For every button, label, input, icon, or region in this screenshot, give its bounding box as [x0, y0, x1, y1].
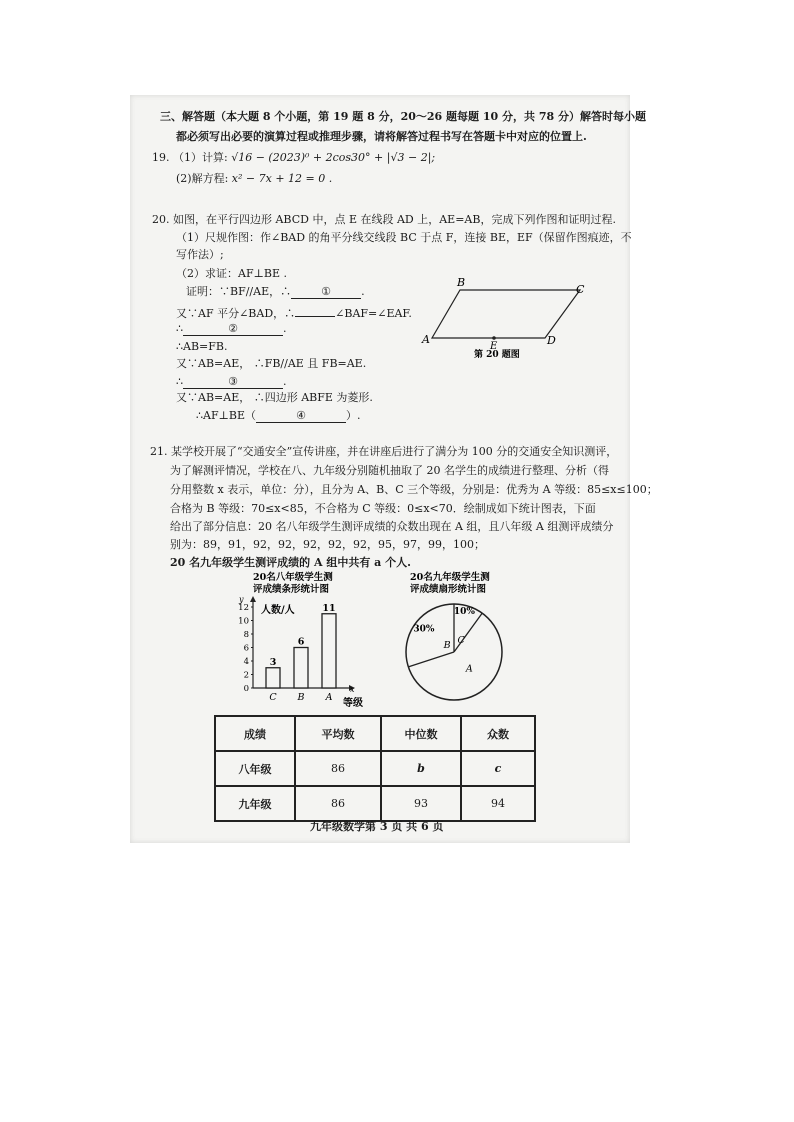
- q19-part1: [152, 151, 435, 165]
- table-header-cell: 平均数: [295, 716, 381, 751]
- q19-part2: [176, 172, 332, 186]
- label-b: B: [457, 276, 466, 289]
- blank-1: ①: [291, 285, 361, 299]
- y-tick-label: 6: [243, 643, 249, 654]
- proof-line-2-end: ∠BAF=∠EAF.: [335, 307, 412, 320]
- table-cell: 八年级: [215, 751, 295, 786]
- proof-line-6-end: .: [283, 375, 287, 388]
- label-a: A: [422, 333, 430, 346]
- pie-chart-slices: [406, 604, 502, 700]
- q20-part2: （2）求证：AF⊥BE .: [176, 267, 288, 280]
- table-cell: 86: [295, 786, 381, 821]
- blank-3: ③: [183, 375, 283, 389]
- bar-chart-title-line2: 评成绩条形统计图: [253, 584, 330, 595]
- proof-line-5: 又∵AB=AE， ∴FB//AE 且 FB=AE.: [176, 357, 367, 370]
- table-header-cell: 中位数: [381, 716, 461, 751]
- pie-slice-name: A: [465, 663, 473, 675]
- q19-part1-label: （1）计算:: [173, 151, 228, 164]
- table-row: [215, 786, 535, 821]
- proof-line-4: ∴AB=FB.: [176, 340, 228, 353]
- x-category-label: C: [269, 692, 277, 703]
- q21-line-1: 21. 某学校开展了“交通安全”宣传讲座，并在讲座后进行了满分为 100 分的交通安全知识测评，: [150, 445, 618, 458]
- statistics-table: [214, 715, 536, 822]
- y-axis-arrow: [250, 596, 256, 602]
- bar-B: [294, 648, 308, 689]
- y-tick-label: 8: [243, 630, 249, 640]
- table-row: [215, 751, 535, 786]
- section3-line2: 都必须写出必要的演算过程或推理步骤，请将解答过程书写在答题卡中对应的位置上.: [176, 130, 587, 143]
- proof-line-8: [196, 409, 361, 423]
- x-category-label: A: [325, 692, 333, 703]
- q19-number: 19.: [152, 151, 170, 164]
- x-category-label: B: [297, 692, 305, 703]
- proof-line-1-end: .: [361, 285, 365, 298]
- label-c: C: [576, 283, 585, 296]
- y-tick-label: 0: [243, 684, 249, 694]
- bar-data-label: 6: [297, 636, 305, 648]
- q19-part1-expression: √16 − (2023)⁰ + 2cos30° + |√3 − 2|;: [231, 151, 436, 164]
- q20-part1-line1: （1）尺规作图：作∠BAD 的角平分线交线段 BC 于点 F，连接 BE，EF（保留作图痕迹，不: [176, 231, 632, 244]
- bar-chart-y-ticks: [238, 603, 253, 694]
- pie-slice-name: C: [457, 635, 465, 647]
- table-header-row: [215, 716, 535, 751]
- q21-line-6: 别为：89，91，92，92，92，92，92，95，97，99，100；: [170, 538, 485, 551]
- y-tick-label: 12: [238, 603, 249, 613]
- bar-data-label: 3: [269, 656, 277, 668]
- table-header-cell: 成绩: [215, 716, 295, 751]
- figure-caption: 第 20 题图: [474, 350, 520, 360]
- parallelogram-abcd: [432, 290, 580, 338]
- q19-part2-expression: x² − 7x + 12 = 0 .: [231, 172, 333, 185]
- y-tick-label: 2: [243, 670, 249, 681]
- grade9-pie-chart: [398, 570, 518, 705]
- proof-line-1-text: 证明：∵BF//AE，∴: [186, 285, 292, 298]
- bar-chart-categories: [269, 692, 332, 703]
- bar-A: [322, 614, 336, 688]
- table-cell: 94: [461, 786, 535, 821]
- bar-chart-xlabel: 等级: [343, 698, 363, 709]
- table-cell: 86: [295, 751, 381, 786]
- bar-chart-title-line1: 20名八年级学生测: [253, 572, 333, 583]
- table-cell: 九年级: [215, 786, 295, 821]
- pie-percent-label: 10%: [453, 607, 475, 618]
- proof-line-6: [176, 375, 287, 389]
- proof-line-3-text: ∴: [176, 322, 183, 335]
- blank-4: ④: [256, 409, 346, 423]
- q21-line-4: 合格为 B 等级：70≤x<85，不合格为 C 等级：0≤x<70．绘制成如下统计图表，下面: [170, 502, 596, 515]
- section3-line1: 三、解答题（本大题 8 个小题，第 19 题 8 分，20～26 题每题 10 分，共 78 分）解答时每小题: [160, 110, 646, 123]
- bar-chart-x-axis-letter: x: [350, 685, 355, 694]
- proof-line-2: [176, 303, 412, 321]
- pie-percent-label: 30%: [413, 624, 435, 635]
- blank-unlabeled: [295, 303, 335, 317]
- grade8-bar-chart: [225, 570, 370, 710]
- proof-line-8-text: ∴AF⊥BE（: [196, 409, 257, 422]
- table-header-cell: 众数: [461, 716, 535, 751]
- table-cell: c: [461, 751, 535, 786]
- proof-line-1: [186, 285, 365, 299]
- table-cell: b: [381, 751, 461, 786]
- y-tick-label: 4: [243, 657, 249, 667]
- q19-part2-label: (2)解方程:: [176, 172, 229, 185]
- proof-line-3-end: .: [283, 322, 287, 335]
- q21-line-3: 分用整数 x 表示，单位：分），且分为 A、B、C 三个等级，分别是：优秀为 A 等级：85≤x≤100；: [170, 483, 658, 496]
- q20-parallelogram-figure: [420, 270, 600, 365]
- y-tick-label: 10: [238, 616, 249, 627]
- point-e: [492, 336, 496, 340]
- page-footer: 九年级数学第 3 页 共 6 页: [310, 820, 444, 833]
- bar-chart-ylabel: 人数/人: [261, 605, 295, 616]
- blank-2: ②: [183, 322, 283, 336]
- bar-chart-y-axis-letter: y: [239, 595, 244, 604]
- proof-line-7: 又∵AB=AE， ∴四边形 ABFE 为菱形.: [176, 391, 373, 404]
- pie-chart-title-line2: 评成绩扇形统计图: [410, 584, 487, 595]
- q20-stem: 20. 如图，在平行四边形 ABCD 中，点 E 在线段 AD 上，AE=AB，完成下列作图和证明过程.: [152, 213, 616, 226]
- bar-C: [266, 668, 280, 688]
- pie-chart-title-line1: 20名九年级学生测: [410, 572, 490, 583]
- proof-line-6-text: ∴: [176, 375, 183, 388]
- table-cell: 93: [381, 786, 461, 821]
- q21-line-7: 20 名九年级学生测评成绩的 A 组中共有 a 个人.: [170, 556, 411, 569]
- label-d: D: [547, 334, 556, 347]
- proof-line-8-end: ）.: [346, 409, 361, 422]
- bar-chart-bars: [266, 614, 336, 688]
- pie-slice-name: B: [443, 640, 451, 652]
- q21-line-2: 为了解测评情况，学校在八、九年级分别随机抽取了 20 名学生的成绩进行整理、分析（得: [170, 464, 609, 477]
- q21-line-5: 给出了部分信息：20 名八年级学生测评成绩的众数出现在 A 组，且八年级 A 组测评成绩分: [170, 520, 614, 533]
- label-e: E: [490, 341, 498, 352]
- bar-data-label: 11: [322, 602, 336, 614]
- proof-line-2-text: 又∵AF 平分∠BAD，∴: [176, 307, 296, 320]
- proof-line-3: [176, 322, 287, 336]
- q20-part1-line2: 写作法）;: [176, 248, 224, 261]
